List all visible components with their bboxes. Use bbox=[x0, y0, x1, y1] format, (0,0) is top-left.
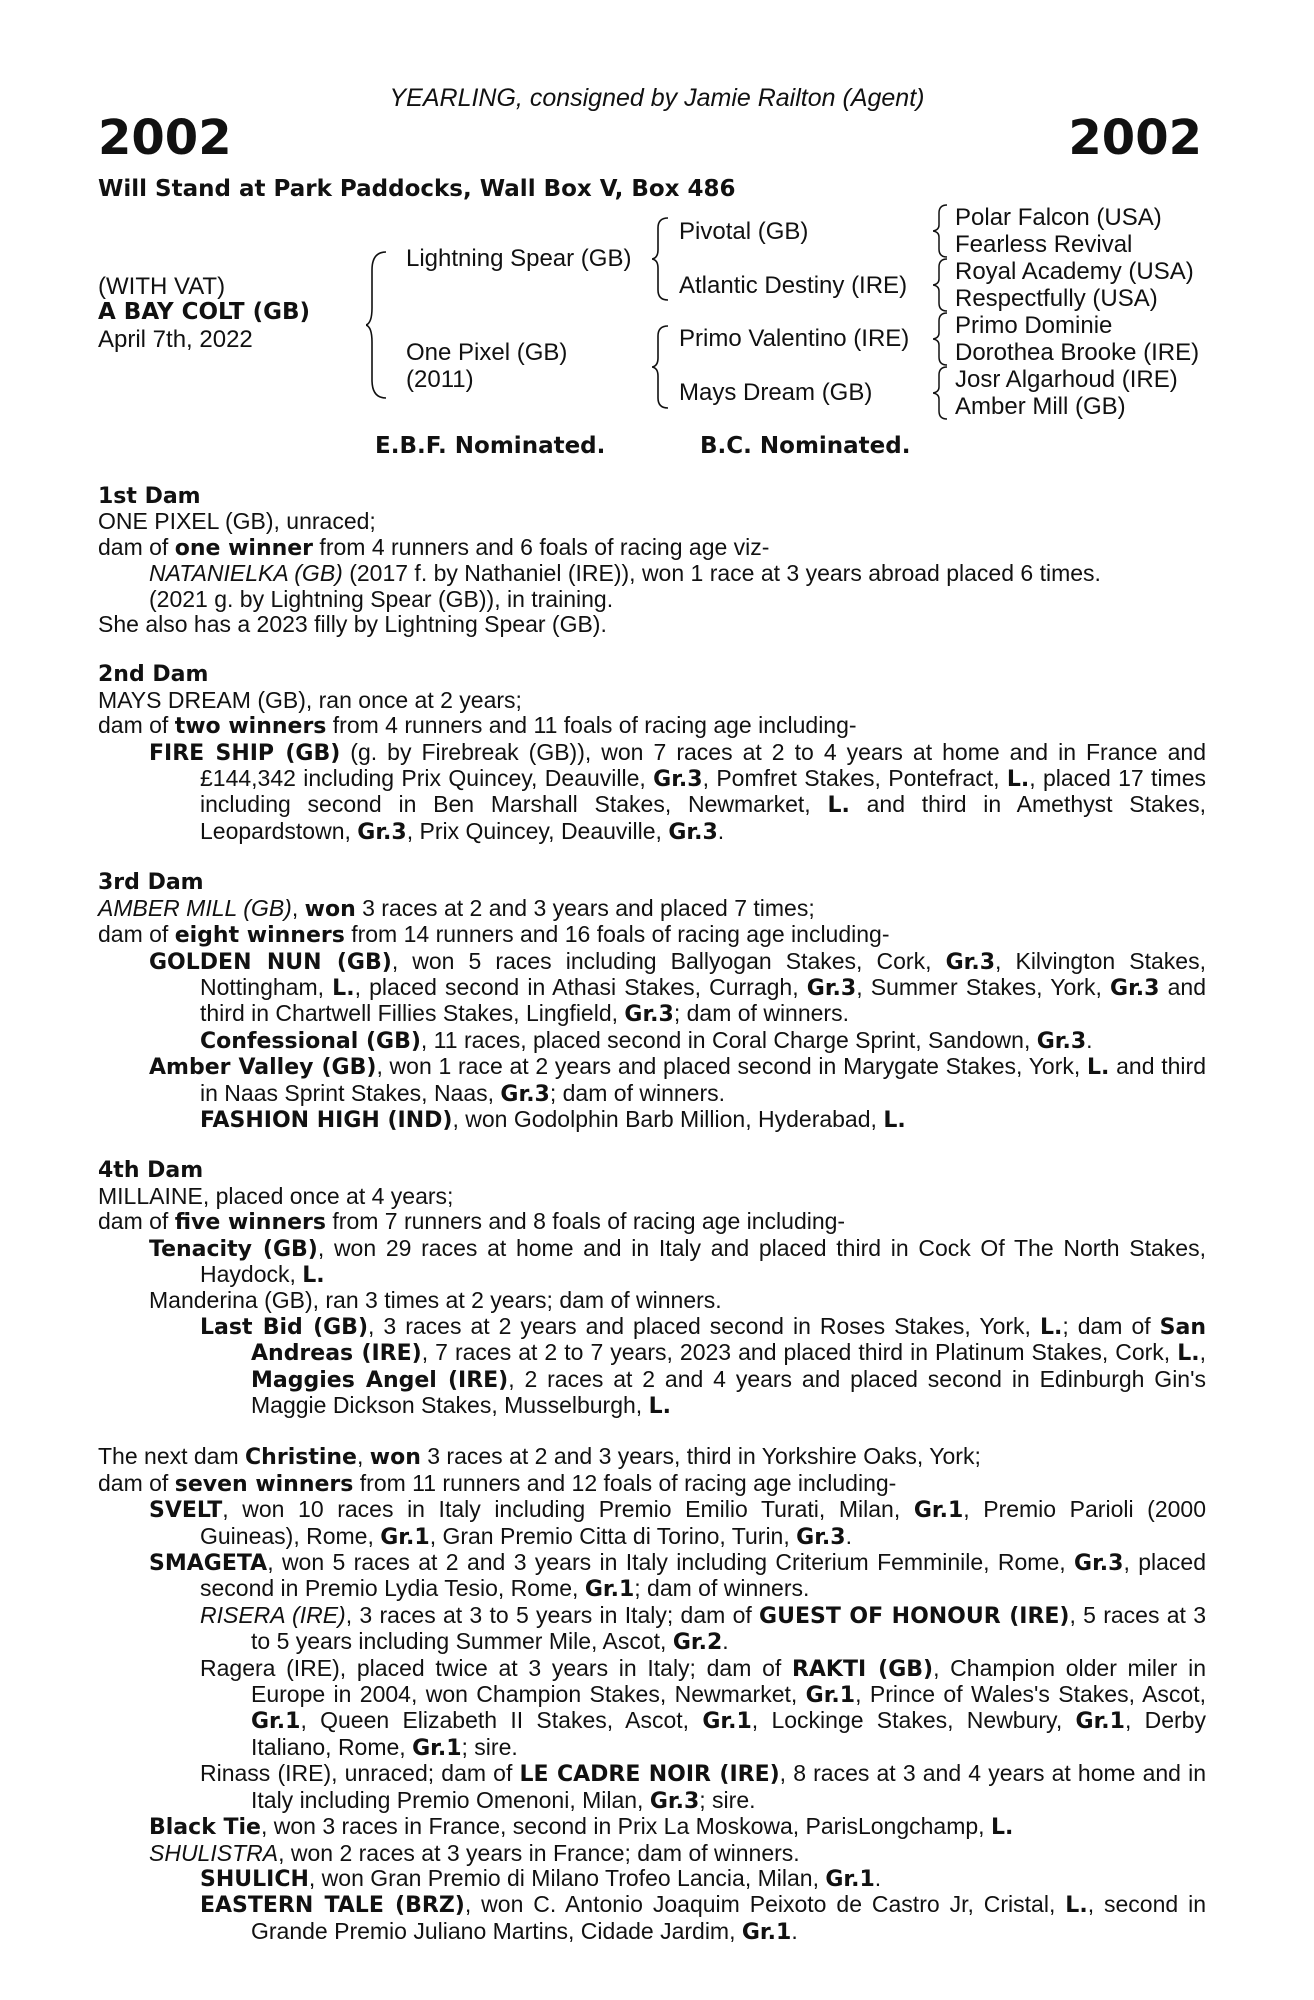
section-heading: 1st Dam bbox=[98, 484, 201, 509]
section-heading: 2nd Dam bbox=[98, 662, 209, 688]
stand-location: Will Stand at Park Paddocks, Wall Box V, Box 486 bbox=[98, 176, 736, 202]
produce-note: She also has a 2023 filly by Lightning Spear (GB). bbox=[98, 611, 607, 638]
dam-description: MAYS DREAM (GB), ran once at 2 years; bbox=[98, 686, 522, 713]
granddam-4: Amber Mill (GB) bbox=[955, 393, 1126, 420]
second-dam-section bbox=[98, 662, 1206, 845]
grandsire-4: Josr Algarhoud (IRE) bbox=[955, 366, 1178, 393]
dam-dam: Mays Dream (GB) bbox=[679, 379, 873, 406]
produce-entry: (2021 g. by Lightning Spear (GB)), in training. bbox=[149, 585, 614, 612]
lot-number-left: 2002 bbox=[98, 110, 232, 166]
horse-name: A BAY COLT (GB) bbox=[98, 299, 311, 325]
dam: One Pixel (GB) bbox=[406, 339, 568, 366]
grandsire-1: Polar Falcon (USA) bbox=[955, 204, 1162, 231]
produce-entry: GOLDEN NUN (GB), won 5 races including Ballyogan Stakes, Cork, Gr.3, Kilvington Stakes, Nottingham, L., placed second in Athasi Stakes, Curragh, Gr.3, Summer Stakes, York, Gr.3 and third in Chartwell Fillies Stakes, Lingfield, Gr.3; dam of winners. bbox=[149, 947, 1207, 1028]
produce-entry: Confessional (GB), 11 races, placed second in Coral Charge Sprint, Sandown, Gr.3. bbox=[200, 1026, 1093, 1054]
dam-description: The next dam Christine, won 3 races at 2 and 3 years, third in Yorkshire Oaks, York; bbox=[98, 1443, 981, 1471]
pedigree-brace-g3 bbox=[933, 311, 951, 367]
produce-entry: SVELT, won 10 races in Italy including Premio Emilio Turati, Milan, Gr.1, Premio Parioli (2000 Guineas), Rome, Gr.1, Gran Premio Citta di Torino, Turin, Gr.3. bbox=[149, 1496, 1206, 1550]
produce-entry: FIRE SHIP (GB) (g. by Firebreak (GB)), won 7 races at 2 to 4 years at home and in France and £144,342 including Prix Quincey, Deauville, Gr.3, Pomfret Stakes, Pontefract, L., placed 17 times including second in Ben Marshall Stakes, Newmarket, L. and third in Amethyst Stakes, Leopardstown, Gr.3, Prix Quincey, Deauville, Gr.3. bbox=[149, 738, 1207, 845]
produce-entry: SHULISTRA, won 2 races at 3 years in France; dam of winners. bbox=[149, 1839, 800, 1866]
grandsire-3: Primo Dominie bbox=[955, 312, 1113, 339]
produce-entry: Amber Valley (GB), won 1 race at 2 years and placed second in Marygate Stakes, York, L. and third in Naas Sprint Stakes, Naas, Gr.3; dam of winners. bbox=[149, 1053, 1206, 1107]
produce-summary: dam of seven winners from 11 runners and 12 foals of racing age including- bbox=[98, 1469, 897, 1497]
produce-entry: EASTERN TALE (BRZ), won C. Antonio Joaquim Peixoto de Castro Jr, Cristal, L., second in Grande Premio Juliano Martins, Cidade Jardim, Gr.1. bbox=[200, 1891, 1207, 1945]
produce-summary: dam of five winners from 7 runners and 8 foals of racing age including- bbox=[98, 1208, 846, 1236]
pedigree-brace-g4 bbox=[933, 365, 951, 421]
foaling-date: April 7th, 2022 bbox=[98, 326, 253, 353]
granddam-1: Fearless Revival bbox=[955, 231, 1133, 258]
produce-entry: RISERA (IRE), 3 races at 3 to 5 years in Italy; dam of GUEST OF HONOUR (IRE), 5 races at 3 to 5 years including Summer Mile, Ascot, Gr.2. bbox=[200, 1601, 1206, 1656]
next-dam-section bbox=[98, 1444, 1206, 1945]
produce-entry: NATANIELKA (GB) (2017 f. by Nathaniel (IRE)), won 1 race at 3 years abroad placed 6 times. bbox=[149, 560, 1101, 587]
fourth-dam-section bbox=[98, 1158, 1206, 1419]
dam-description: AMBER MILL (GB), won 3 races at 2 and 3 years and placed 7 times; bbox=[98, 894, 815, 922]
produce-entry: Tenacity (GB), won 29 races at home and in Italy and placed third in Cock Of The North Stakes, Haydock, L. bbox=[149, 1234, 1206, 1288]
first-dam-section bbox=[98, 484, 1206, 637]
produce-summary: dam of one winner from 4 runners and 6 foals of racing age viz- bbox=[98, 533, 770, 561]
section-heading: 4th Dam bbox=[98, 1158, 204, 1184]
sire-sire: Pivotal (GB) bbox=[679, 218, 809, 245]
produce-entry: FASHION HIGH (IND), won Godolphin Barb Million, Hyderabad, L. bbox=[200, 1105, 906, 1133]
ebf-nomination: E.B.F. Nominated. bbox=[375, 433, 606, 459]
third-dam-section bbox=[98, 870, 1206, 1133]
produce-entry: Black Tie, won 3 races in France, second in Prix La Moskowa, ParisLongchamp, L. bbox=[149, 1813, 1014, 1841]
dam-year: (2011) bbox=[406, 366, 474, 393]
produce-summary: dam of two winners from 4 runners and 11 foals of racing age including- bbox=[98, 712, 857, 740]
section-heading: 3rd Dam bbox=[98, 870, 204, 896]
produce-entry: Ragera (IRE), placed twice at 3 years in Italy; dam of RAKTI (GB), Champion older miler in Europe in 2004, won Champion Stakes, Newmarket, Gr.1, Prince of Wales's Stakes, Ascot, Gr.1, Queen Elizabeth II Stakes, Ascot, Gr.1, Lockinge Stakes, Newbury, Gr.1, Derby Italiano, Rome, Gr.1; sire. bbox=[200, 1654, 1206, 1761]
produce-entry: SHULICH, won Gran Premio di Milano Trofeo Lancia, Milan, Gr.1. bbox=[200, 1864, 882, 1892]
sire-dam: Atlantic Destiny (IRE) bbox=[679, 272, 908, 299]
produce-entry: Last Bid (GB), 3 races at 2 years and placed second in Roses Stakes, York, L.; dam of San Andreas (IRE), 7 races at 2 to 7 years, 2023 and placed third in Platinum Stakes, Cork, L., Maggies Angel (IRE), 2 races at 2 and 4 years and placed second in Edinburgh Gin's Maggie Dickson Stakes, Musselburgh, L. bbox=[200, 1312, 1207, 1419]
grandsire-2: Royal Academy (USA) bbox=[955, 258, 1194, 285]
produce-summary: dam of eight winners from 14 runners and 16 foals of racing age including- bbox=[98, 921, 890, 949]
vat-note: (WITH VAT) bbox=[98, 273, 226, 300]
pedigree-brace-dam bbox=[652, 324, 672, 410]
pedigree-brace-g2 bbox=[933, 257, 951, 313]
dam-description: ONE PIXEL (GB), unraced; bbox=[98, 508, 376, 535]
consignment-line: YEARLING, consigned by Jamie Railton (Agent) bbox=[389, 84, 925, 112]
dam-sire: Primo Valentino (IRE) bbox=[679, 325, 910, 352]
granddam-3: Dorothea Brooke (IRE) bbox=[955, 339, 1200, 366]
pedigree-brace-g1 bbox=[933, 203, 951, 259]
lot-number-right: 2002 bbox=[1068, 110, 1202, 166]
pedigree-brace-main bbox=[366, 250, 390, 400]
produce-entry: SMAGETA, won 5 races at 2 and 3 years in Italy including Criterium Femminile, Rome, Gr.3, placed second in Premio Lydia Tesio, Rome, Gr.1; dam of winners. bbox=[149, 1549, 1206, 1603]
produce-entry: Manderina (GB), ran 3 times at 2 years; dam of winners. bbox=[149, 1287, 722, 1314]
catalogue-body bbox=[98, 484, 1206, 1970]
bc-nomination: B.C. Nominated. bbox=[700, 433, 911, 459]
pedigree-brace-sire bbox=[652, 216, 672, 302]
granddam-2: Respectfully (USA) bbox=[955, 285, 1158, 312]
dam-description: MILLAINE, placed once at 4 years; bbox=[98, 1182, 454, 1209]
produce-entry: Rinass (IRE), unraced; dam of LE CADRE NOIR (IRE), 8 races at 3 and 4 years at home and in Italy including Premio Omenoni, Milan, Gr.3; sire. bbox=[200, 1760, 1207, 1814]
sire: Lightning Spear (GB) bbox=[406, 245, 632, 272]
